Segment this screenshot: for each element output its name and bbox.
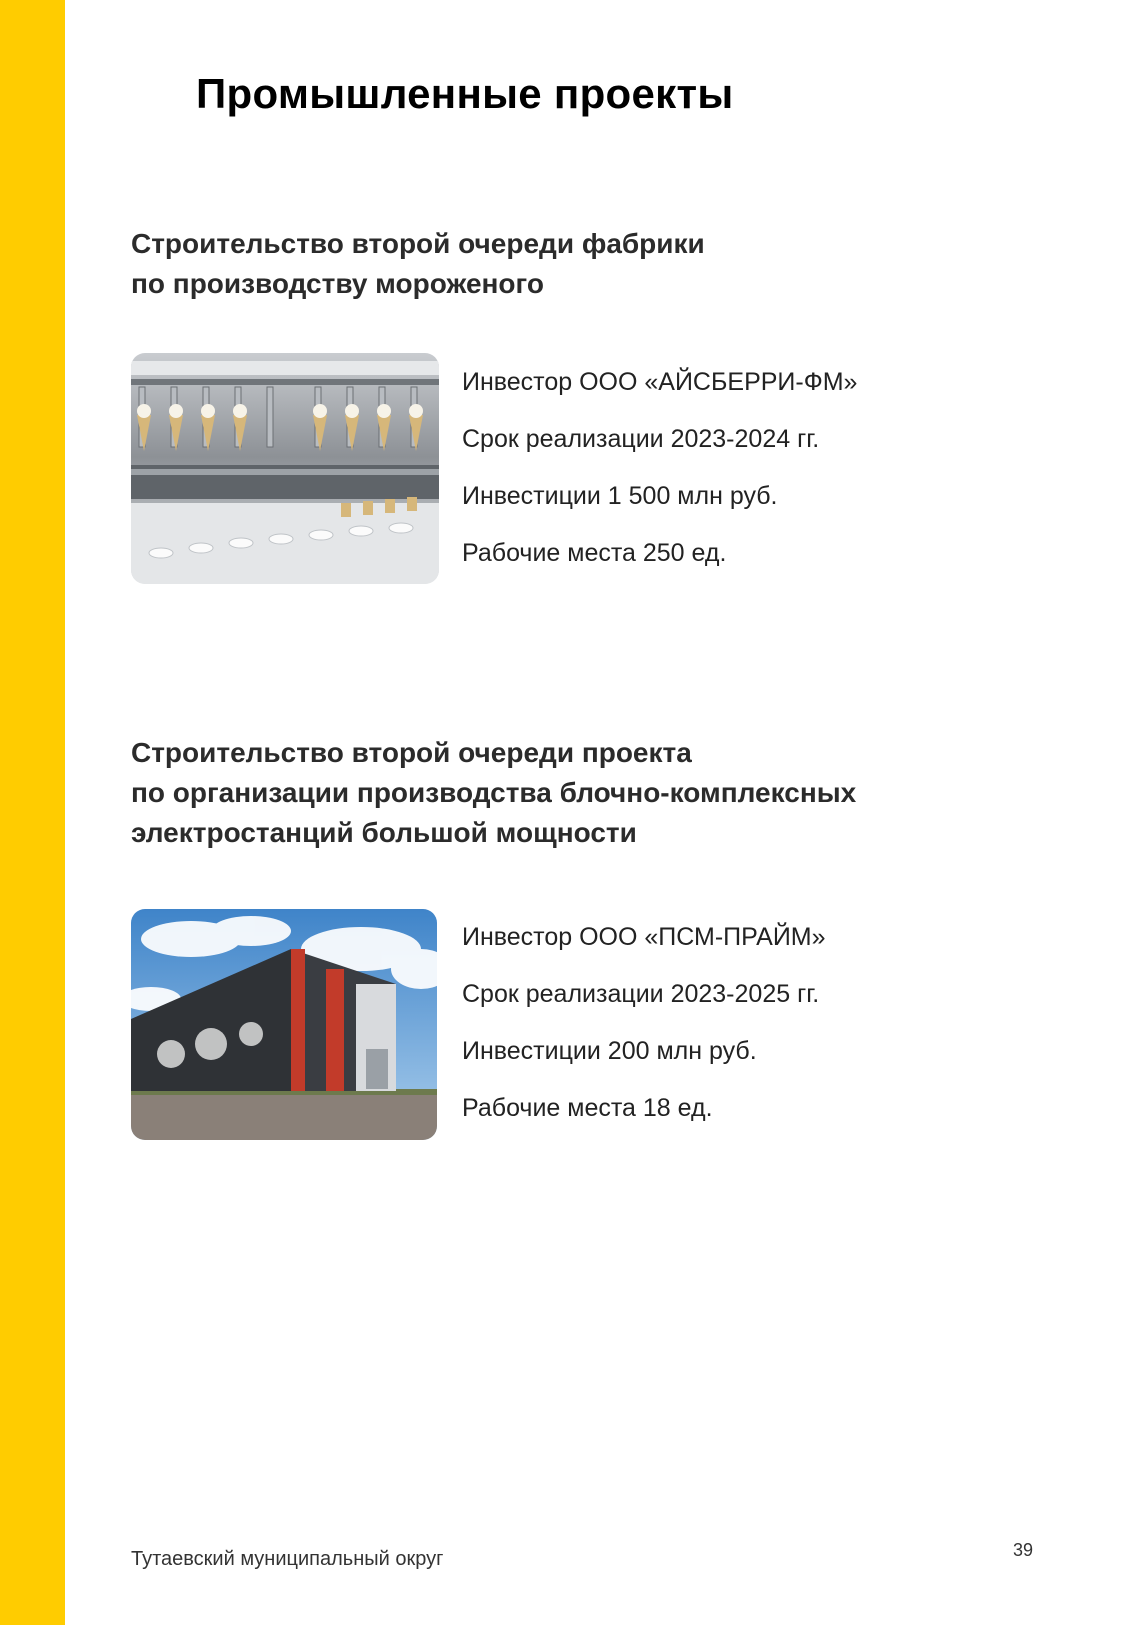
project-1-jobs: Рабочие места 250 ед. [462,539,727,567]
yellow-side-bar [0,0,65,1625]
page-title: Промышленные проекты [196,70,734,117]
project-2-title [131,733,856,853]
project-2-period: Срок реализации 2023-2025 гг. [462,980,820,1008]
project-1-investment: Инвестиции 1 500 млн руб. [462,482,778,510]
project-2-jobs: Рабочие места 18 ед. [462,1094,713,1122]
project-1-period: Срок реализации 2023-2024 гг. [462,425,820,453]
project-2-title-line: электростанций большой мощности [131,817,637,848]
ice-cream-production-line-photo [131,353,439,584]
project-2-title-line: по организации производства блочно-комплексных [131,777,857,808]
project-2-facts [462,920,826,1148]
project-2-title-line: Строительство второй очереди проекта [131,737,692,768]
factory-building-photo [131,909,437,1140]
project-1-title [131,224,705,304]
project-1-investor: Инвестор ООО «АЙСБЕРРИ-ФМ» [462,368,858,396]
page-number: 39 [1013,1540,1034,1560]
project-1-title-line: Строительство второй очереди фабрики [131,228,705,259]
project-2-investor: Инвестор ООО «ПСМ-ПРАЙМ» [462,923,826,951]
project-1-title-line: по производству мороженого [131,268,544,299]
project-2-investment: Инвестиции 200 млн руб. [462,1037,757,1065]
project-1-facts [462,365,857,593]
footer-organization: Тутаевский муниципальный округ [131,1548,444,1570]
